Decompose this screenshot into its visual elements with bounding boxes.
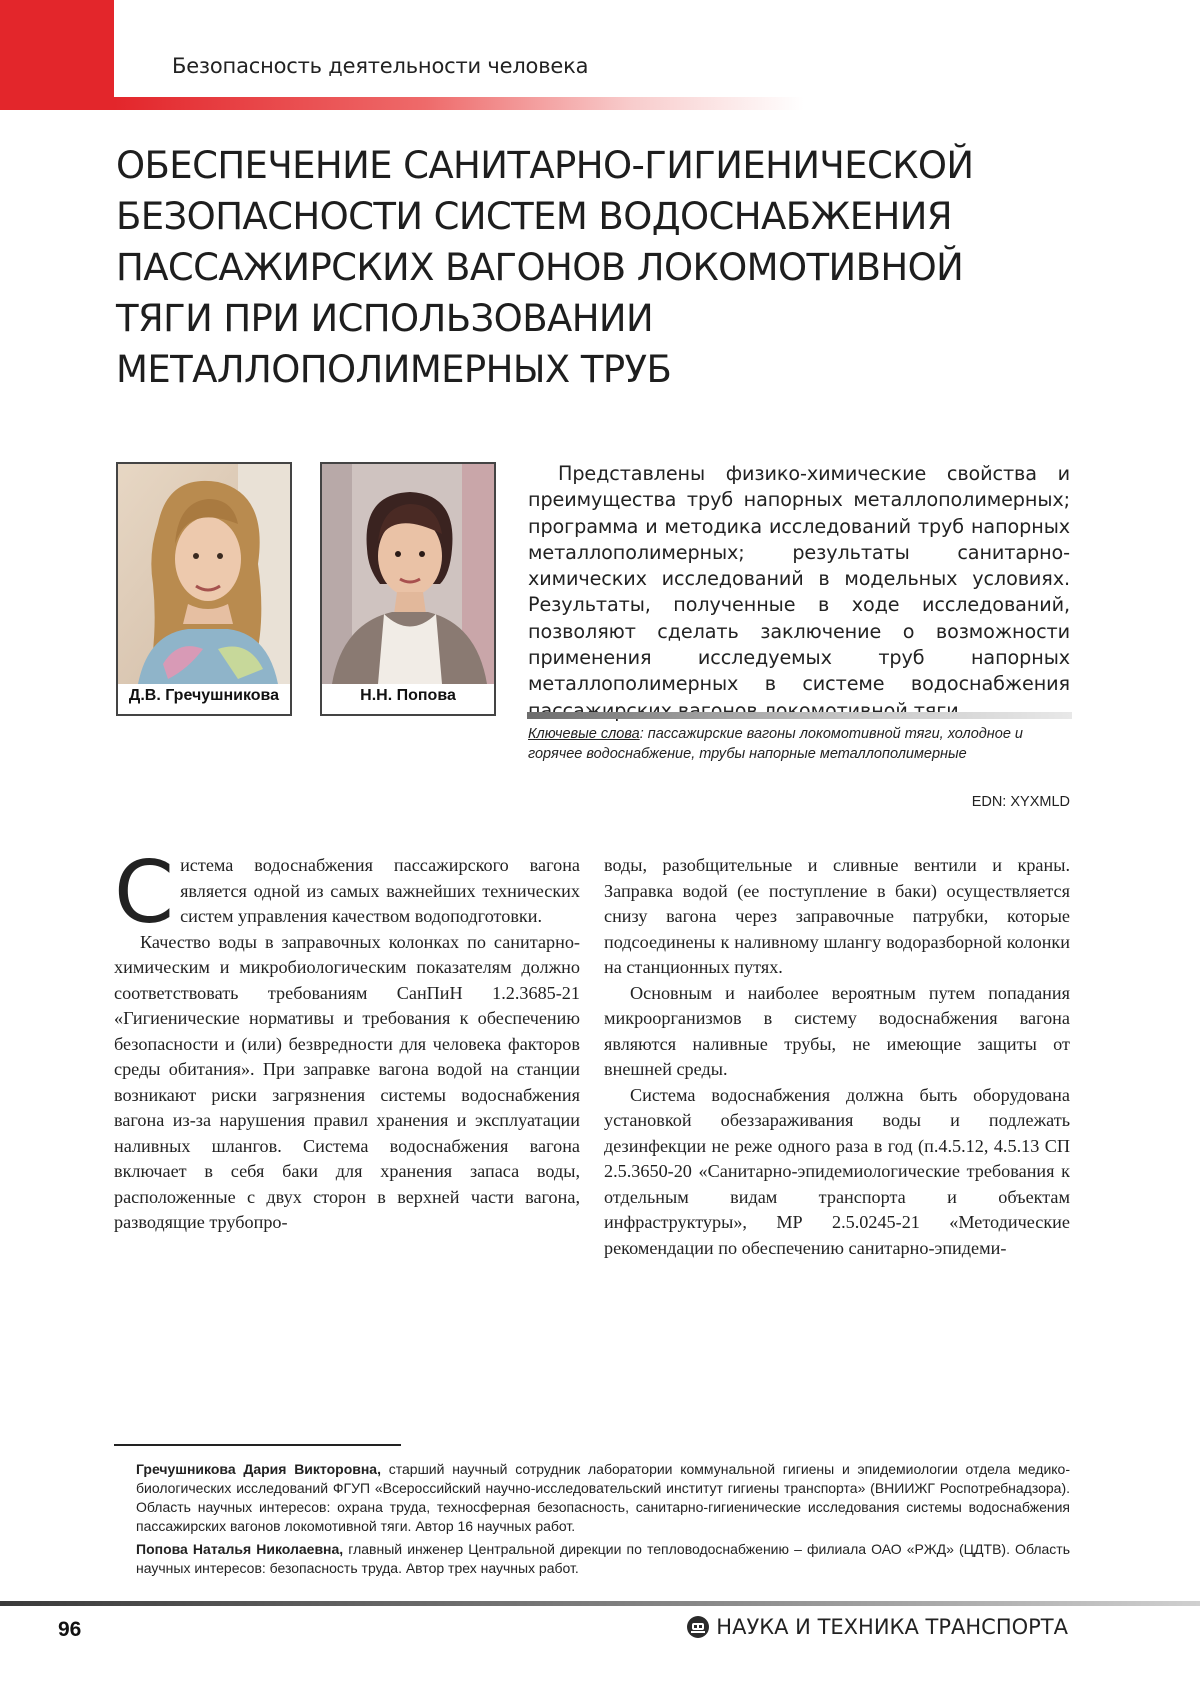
drop-cap: С: [114, 857, 174, 929]
keywords: [528, 724, 1073, 764]
author-photo-1: [118, 464, 290, 684]
body-paragraph: Система водоснабжения должна быть оборудована установкой обеззараживания воды и подлежать дезинфекции не реже одного раза в год (п.4.5.12, 4.5.13 СП 2.5.3650-20 «Санитарно-эпидемиологические требования к отдельным видам транспорта и объектам инфраструктуры», МР 2.5.0245-21 «Методические рекомендации по обеспечению санитарно-эпидеми-: [604, 1083, 1070, 1262]
author-name-1: Д.В. Гречушникова: [118, 687, 290, 705]
body-paragraph: Качество воды в заправочных колонках по санитарно-химическим и микробиологическим показателям должно соответствовать требованиям СанПиН 1.2.3685-21 «Гигиенические нормативы и требования к обеспечению безопасности и (или) безвредности для человека факторов среды обитания». При заправке вагона водой на станции возникают риски загрязнения системы водоснабжения вагона из-за нарушения правил хранения и эксплуатации наливных шлангов. Система водоснабжения вагона включает в себя баки для хранения запаса воды, расположенные с двух сторон в верхней части вагона, разводящие трубопро-: [114, 930, 580, 1236]
body-paragraph: воды, разобщительные и сливные вентили и краны. Заправка водой (ее поступление в баки) осуществляется снизу вагона через заправочные патрубки, которые подсоединены к наливному шлангу водоразборной колонки на станционных путях.: [604, 853, 1070, 981]
author-card-2: [320, 462, 496, 716]
footer-rule: [0, 1601, 1200, 1606]
footnote-author-1: Гречушникова Дария Викторовна, старший научный сотрудник лаборатории коммунальной гигиены и эпидемиологии отдела медико-биологических исследований ФГУП «Всероссийский научно-исследовательский институт гигиены транспорта» (ВНИИЖГ Роспотребнадзора). Область научных интересов: охрана труда, техносферная безопасность, санитарно-гигиенические исследования системы водоснабжения пассажирских вагонов локомотивной тяги. Автор 16 научных работ.: [136, 1460, 1070, 1536]
article-title: ОБЕСПЕЧЕНИЕ САНИТАРНО-ГИГИЕНИЧЕСКОЙ БЕЗОПАСНОСТИ СИСТЕМ ВОДОСНАБЖЕНИЯ ПАССАЖИРСКИХ ВАГОНОВ ЛОКОМОТИВНОЙ ТЯГИ ПРИ ИСПОЛЬЗОВАНИИ МЕТАЛЛОПОЛИМЕРНЫХ ТРУБ: [116, 140, 996, 395]
body-paragraph: Основным и наиболее вероятным путем попадания микроорганизмов в систему водоснабжения вагона являются наливные трубы, не имеющие защиты от внешней среды.: [604, 981, 1070, 1083]
keywords-label: Ключевые слова: [528, 726, 640, 742]
section-title: Безопасность деятельности человека: [172, 54, 588, 78]
header-accent-line: [114, 97, 804, 110]
author-photo-2: [322, 464, 494, 684]
journal-name: НАУКА И ТЕХНИКА ТРАНСПОРТА: [686, 1615, 1068, 1639]
body-column-right: [604, 853, 1070, 1261]
keywords-text: : пассажирские вагоны локомотивной тяги, холодное и горячее водоснабжение, трубы напорные металлополимерные: [528, 726, 1023, 762]
keywords-rule: [527, 712, 1072, 719]
author-card-1: [116, 462, 292, 716]
rzd-logo-icon: [686, 1615, 710, 1639]
author-name-2: Н.Н. Попова: [322, 687, 494, 705]
abstract: Представлены физико-химические свойства и преимущества труб напорных металлополимерных; программа и методика исследований труб напорных металлополимерных; результаты санитарно-химических исследований в модельных условиях. Результаты, полученные в ходе исследований, позволяют сделать заключение о возможности применения исследуемых труб напорных металлополимерных в системе водоснабжения пассажирских вагонов локомотивной тяги.: [528, 461, 1070, 724]
footnote-rule: [114, 1444, 401, 1446]
edn-code: EDN: XYXMLD: [972, 794, 1070, 810]
body-paragraph: С истема водоснабжения пассажирского вагона является одной из самых важнейших технических систем управления качеством водоподготовки.: [114, 853, 580, 930]
header-accent-block: [0, 0, 114, 110]
page-number: 96: [58, 1618, 81, 1642]
footnote-author-2: Попова Наталья Николаевна, главный инженер Центральной дирекции по тепловодоснабжению – филиала ОАО «РЖД» (ЦДТВ). Область научных интересов: безопасность труда. Автор трех научных работ.: [136, 1540, 1070, 1578]
body-column-left: [114, 853, 580, 1236]
author-footnotes: [136, 1460, 1070, 1582]
